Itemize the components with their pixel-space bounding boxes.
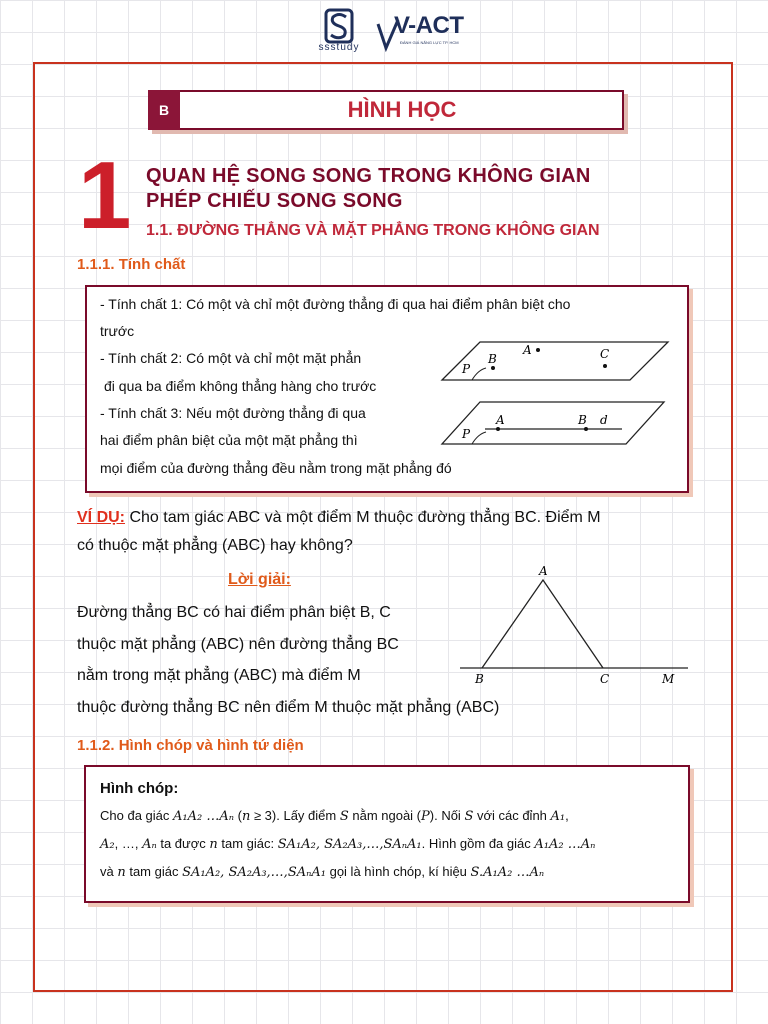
- math-polygon: A₁A₂ …Aₙ: [173, 809, 234, 824]
- math-triangles: SA₁A₂, SA₂A₃,…,SAₙA₁: [182, 865, 326, 880]
- text: và: [100, 864, 118, 879]
- chapter-number: 1: [78, 142, 132, 249]
- math-S: S: [464, 809, 474, 824]
- label-A: A: [496, 413, 505, 427]
- solution-line4: thuộc đường thẳng BC nên điểm M thuộc mặt phẳng (ABC): [77, 699, 500, 716]
- solution-line2: thuộc mặt phẳng (ABC) nên đường thẳng BC: [77, 636, 399, 653]
- label-C: C: [600, 347, 610, 361]
- math-polygon: A₁A₂ …Aₙ: [534, 837, 596, 852]
- example-question-text: Cho tam giác ABC và một điểm M thuộc đường thẳng BC. Điểm M: [125, 509, 601, 526]
- text: ,: [565, 808, 569, 823]
- point-B: [584, 427, 588, 431]
- plane-outline: [442, 402, 664, 444]
- math-n: n: [209, 837, 218, 852]
- property-3-line3: mọi điểm của đường thẳng đều nằm trong mặt phẳng đó: [100, 460, 452, 476]
- label-A: A: [539, 564, 548, 578]
- property-2-line1: - Tính chất 2: Có một và chỉ một mặt phẳn: [100, 350, 362, 366]
- text: ta được: [156, 836, 210, 851]
- solution-line3: nằm trong mặt phẳng (ABC) mà điểm M: [77, 667, 361, 684]
- subheading-tinh-chat: 1.1.1. Tính chất: [77, 256, 186, 273]
- example-label: VÍ DỤ:: [77, 509, 125, 526]
- label-B: B: [475, 672, 484, 686]
- section-title: HÌNH HỌC: [347, 97, 457, 122]
- vact-logo-text: V-ACT: [394, 12, 464, 39]
- vact-logo-subtext: ĐÁNH GIÁ NĂNG LỰC TP. HCM: [400, 40, 459, 45]
- chapter-title-line2: PHÉP CHIẾU SONG SONG: [146, 190, 403, 212]
- math-pyramid-symbol: S.A₁A₂ …Aₙ: [470, 865, 545, 880]
- plane-figure-abc: [430, 336, 680, 386]
- property-2-line2: đi qua ba điểm không thẳng hàng cho trước: [104, 378, 377, 394]
- example-line2: có thuộc mặt phẳng (ABC) hay không?: [77, 537, 353, 554]
- math-triangles: SA₁A₂, SA₂A₃,…,SAₙA₁: [277, 837, 422, 852]
- pyramid-line2: [100, 836, 595, 852]
- math-A1: A₁: [550, 809, 566, 824]
- math-A2: A₂: [100, 837, 115, 852]
- plane-angle-arc: [472, 368, 486, 380]
- point-B: [491, 366, 495, 370]
- pyramid-line1: [100, 808, 569, 824]
- solution-label: Lời giải:: [228, 571, 291, 588]
- property-3-line2: hai điểm phân biệt của một mặt phẳng thì: [100, 432, 358, 448]
- chapter-title-line1: QUAN HỆ SONG SONG TRONG KHÔNG GIAN: [146, 165, 591, 187]
- math-P: P: [421, 809, 430, 824]
- math-S: S: [339, 809, 349, 824]
- label-P: P: [462, 362, 471, 376]
- subheading-hinh-chop: 1.1.2. Hình chóp và hình tứ diện: [77, 737, 304, 754]
- point-A: [536, 348, 540, 352]
- label-M: M: [662, 672, 675, 686]
- text: gọi là hình chóp, kí hiệu: [325, 864, 471, 879]
- plane-angle-arc: [472, 432, 486, 444]
- ssstudy-logo-text: ssstudy: [318, 42, 360, 53]
- label-A: A: [523, 343, 532, 357]
- text: tam giác:: [217, 836, 278, 851]
- text: nằm ngoài (: [348, 808, 422, 823]
- pyramid-line3: [100, 864, 544, 880]
- pyramid-title: Hình chóp:: [100, 780, 179, 797]
- property-3-line1: - Tính chất 3: Nếu một đường thẳng đi qua: [100, 405, 366, 421]
- triangle-figure: [455, 562, 695, 686]
- point-A: [496, 427, 500, 431]
- text: ). Nối: [429, 808, 465, 823]
- text: tam giác: [125, 864, 183, 879]
- text: ≥ 3). Lấy điểm: [250, 808, 340, 823]
- text: , …,: [114, 836, 143, 851]
- property-1-line2: trước: [100, 323, 135, 339]
- section-letter: B: [148, 90, 180, 130]
- property-1-line1: - Tính chất 1: Có một và chỉ một đường thẳng đi qua hai điểm phân biệt cho: [100, 296, 571, 312]
- label-C: C: [600, 672, 610, 686]
- label-d: d: [600, 413, 608, 427]
- label-B: B: [578, 413, 587, 427]
- label-P: P: [462, 427, 471, 441]
- chapter-subtitle: 1.1. ĐƯỜNG THẲNG VÀ MẶT PHẲNG TRONG KHÔNG GIAN: [146, 222, 600, 239]
- solution-line1: Đường thẳng BC có hai điểm phân biệt B, C: [77, 604, 391, 621]
- example-line1: [77, 509, 601, 527]
- triangle-sides: [482, 580, 603, 668]
- math-n: n: [241, 809, 251, 824]
- math-n: n: [117, 865, 126, 880]
- point-C: [603, 364, 607, 368]
- label-B: B: [488, 352, 497, 366]
- math-An: Aₙ: [142, 837, 157, 852]
- text: (: [234, 808, 242, 823]
- text: với các đỉnh: [473, 808, 551, 823]
- text: Cho đa giác: [100, 808, 173, 823]
- plane-figure-line-d: [430, 398, 680, 448]
- text: . Hình gồm đa giác: [421, 836, 535, 851]
